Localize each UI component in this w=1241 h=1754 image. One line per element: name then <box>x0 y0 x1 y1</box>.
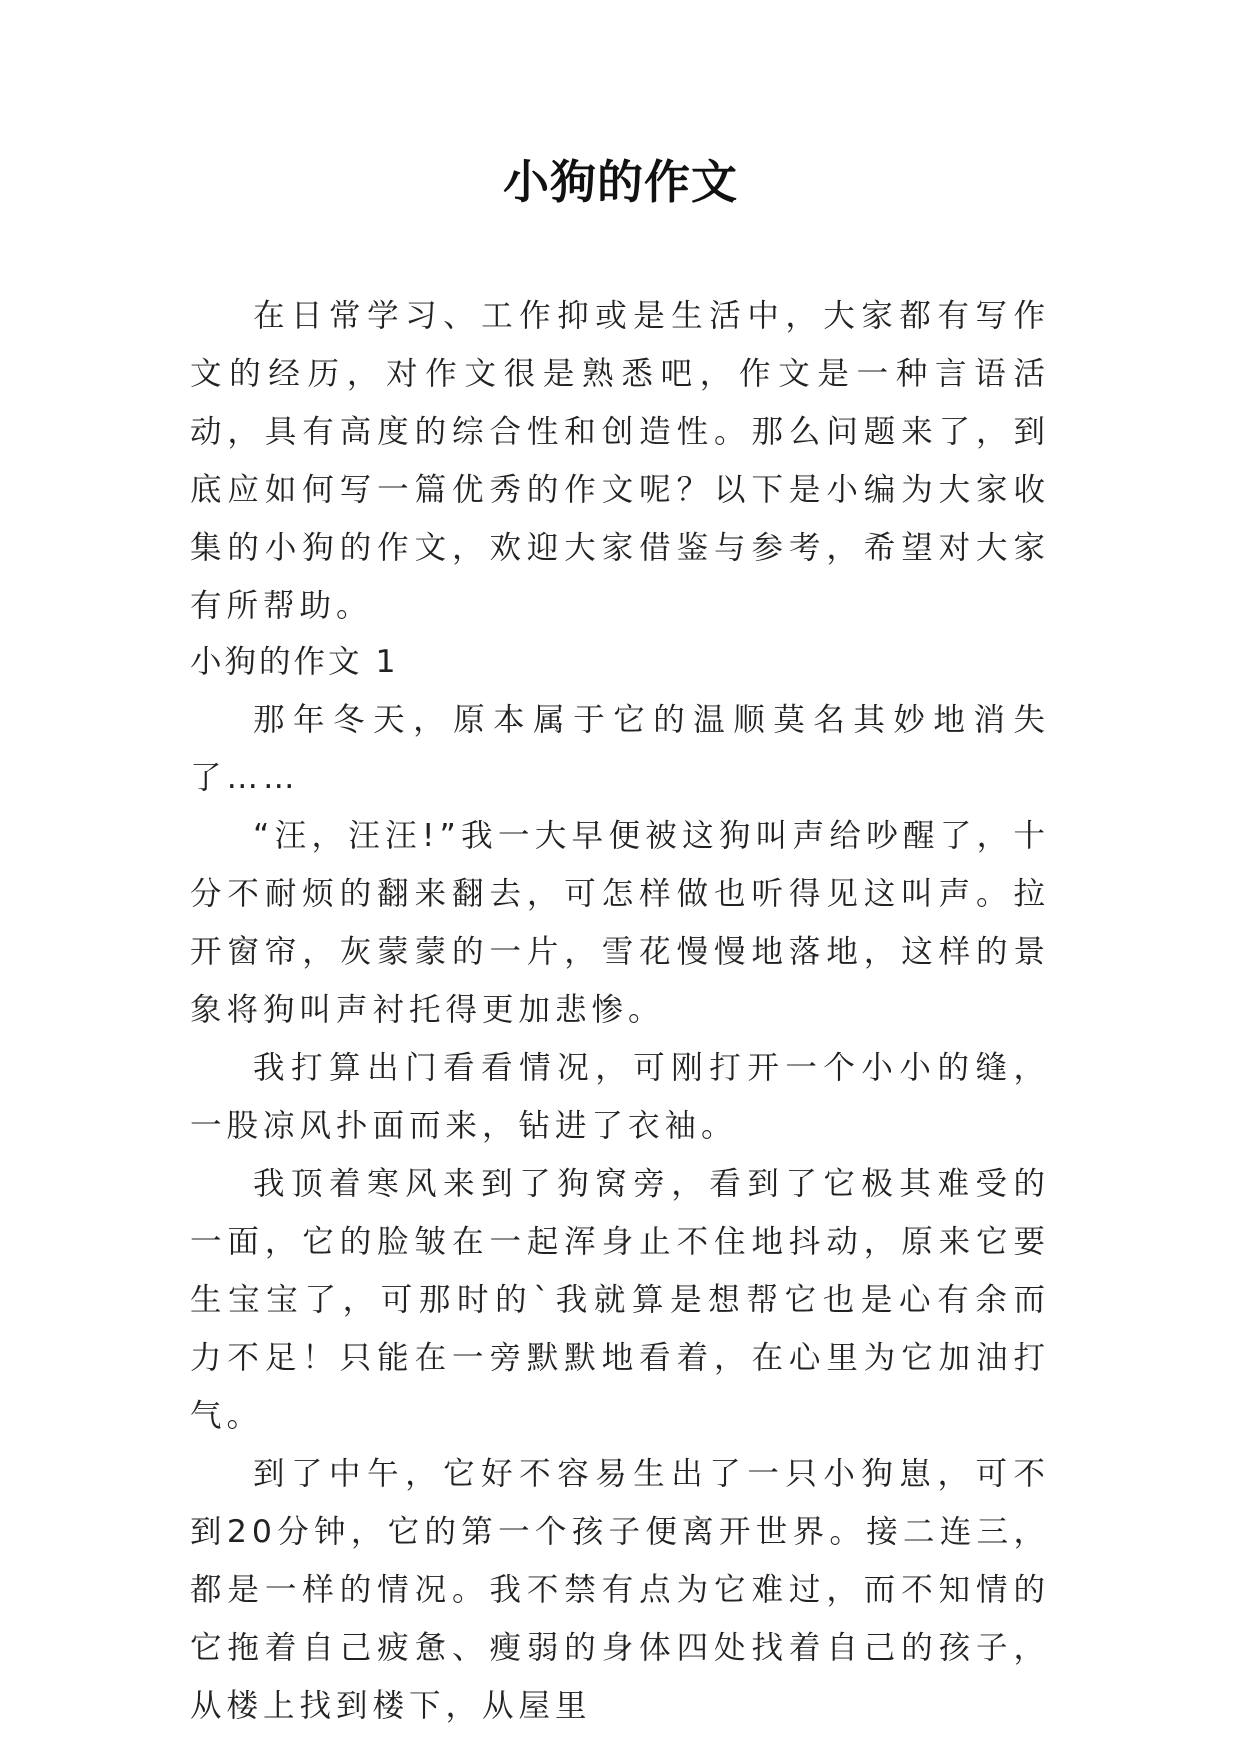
essay-paragraph: 我顶着寒风来到了狗窝旁，看到了它极其难受的一面，它的脸皱在一起浑身止不住地抖动，原来它要生宝宝了，可那时的`我就算是想帮它也是心有余而力不足！只能在一旁默默地看着，在心里为它加油打气。 <box>190 1166 1050 1434</box>
intro-paragraph: 在日常学习、工作抑或是生活中，大家都有写作文的经历，对作文很是熟悉吧，作文是一种言语活动，具有高度的综合性和创造性。那么问题来了，到底应如何写一篇优秀的作文呢？以下是小编为大家收集的小狗的作文，欢迎大家借鉴与参考，希望对大家有所帮助。 <box>190 298 1050 624</box>
section-heading: 小狗的作文 1 <box>190 644 399 680</box>
document-title: 小狗的作文 <box>503 155 738 209</box>
essay-paragraph: “汪，汪汪!”我一大早便被这狗叫声给吵醒了，十分不耐烦的翻来翻去，可怎样做也听得见这叫声。拉开窗帘，灰蒙蒙的一片，雪花慢慢地落地，这样的景象将狗叫声衬托得更加悲惨。 <box>190 818 1050 1028</box>
intro-block <box>190 287 1050 635</box>
essay-section-1 <box>190 633 1050 1735</box>
essay-paragraph: 那年冬天，原本属于它的温顺莫名其妙地消失了…… <box>190 702 1050 796</box>
essay-paragraph: 到了中午，它好不容易生出了一只小狗崽，可不到20分钟，它的第一个孩子便离开世界。接二连三，都是一样的情况。我不禁有点为它难过，而不知情的它拖着自己疲惫、瘦弱的身体四处找着自己的孩子，从楼上找到楼下，从屋里 <box>190 1456 1050 1724</box>
essay-paragraph: 我打算出门看看情况，可刚打开一个小小的缝，一股凉风扑面而来，钻进了衣袖。 <box>190 1050 1050 1144</box>
